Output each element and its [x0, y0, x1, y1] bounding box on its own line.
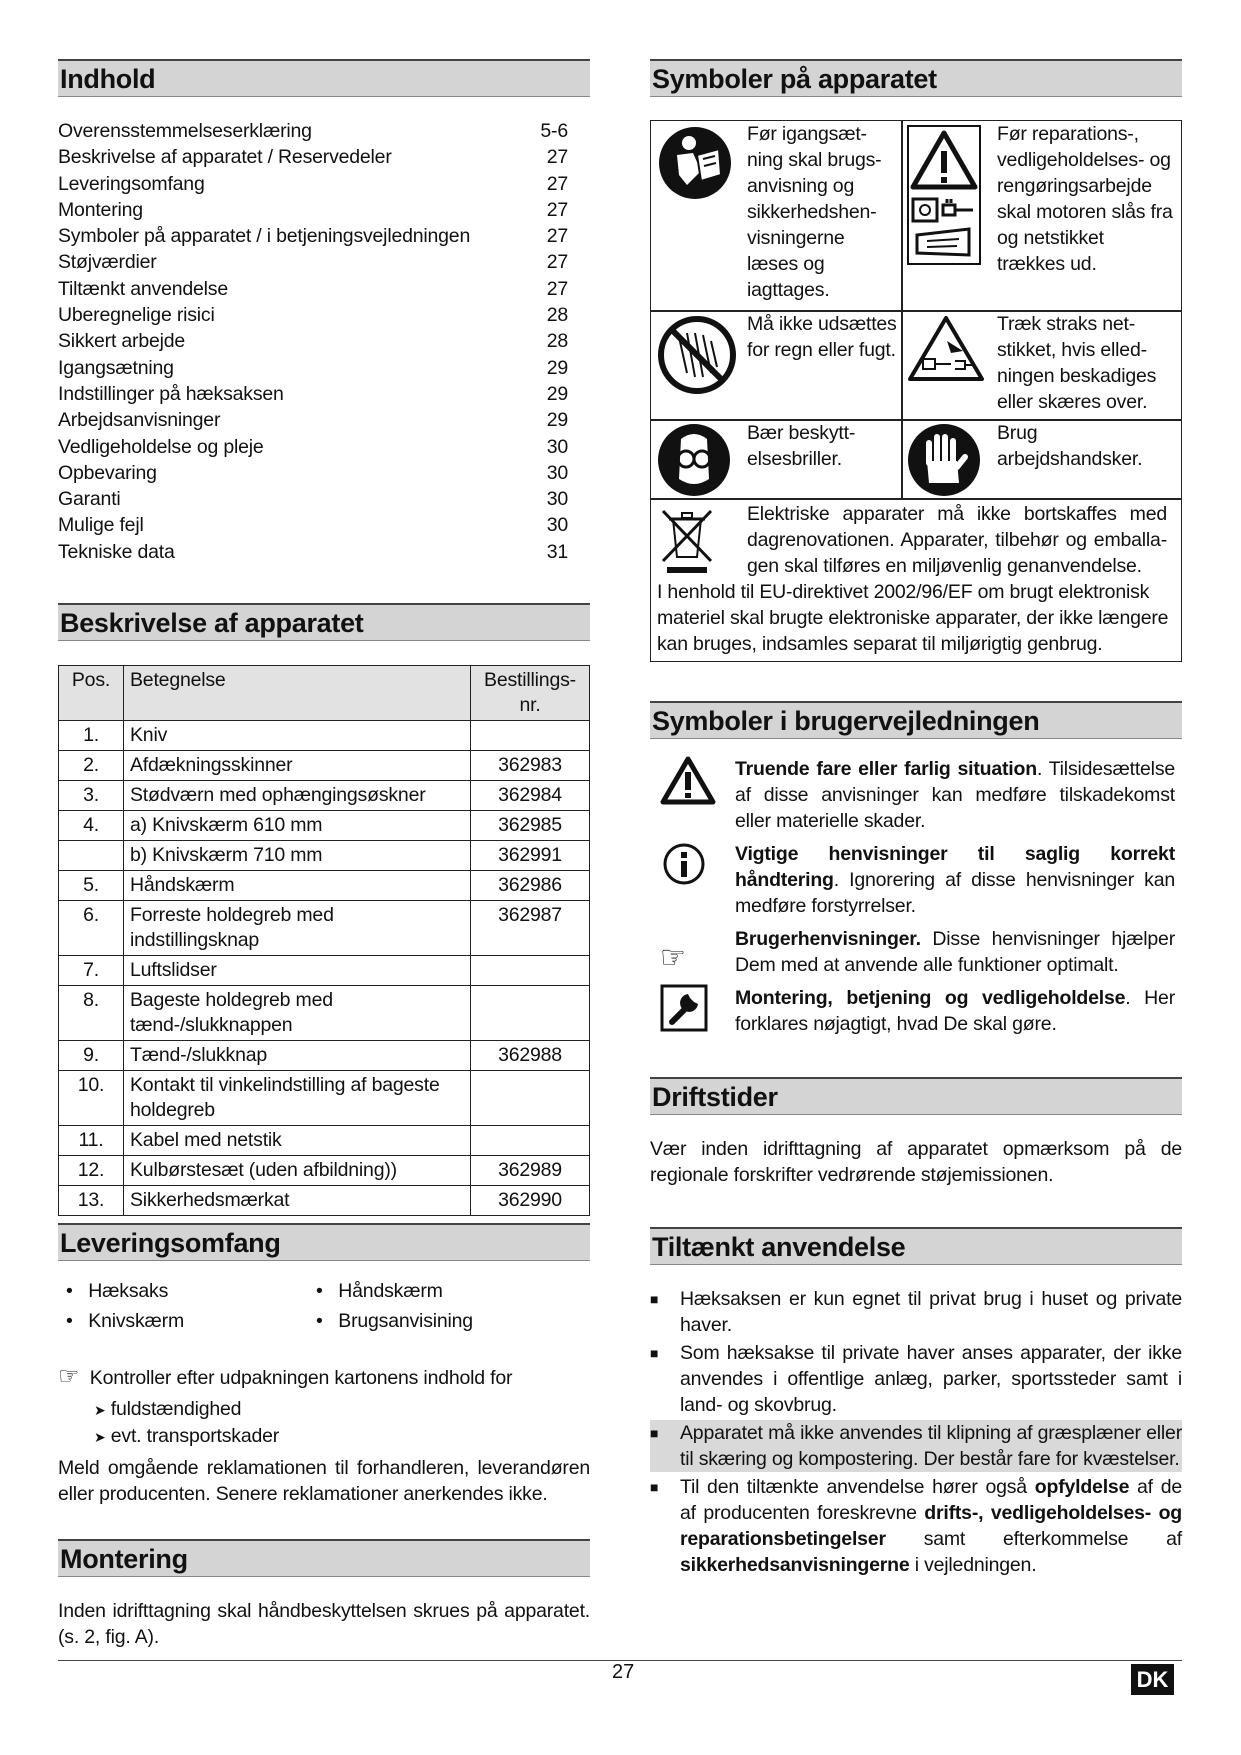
toc-entry-label: Uberegnelige risici — [58, 304, 215, 327]
cable-damage-icon — [907, 315, 985, 383]
toc-entry-label: Mulige fejl — [58, 514, 144, 537]
table-row — [59, 1126, 590, 1156]
toc-entry — [58, 171, 568, 197]
pointing-hand-icon: ☞ — [660, 939, 686, 975]
table-row — [59, 1041, 590, 1071]
delivery-note: Meld omgående reklamationen til forhandleren, leverandøren eller producenten. Senere reklamationer anerkendes ikke. — [58, 1457, 590, 1505]
table-row — [59, 781, 590, 811]
cell-name: Kniv — [124, 721, 471, 751]
list-item: ■ Som hæksakse til private haver anses apparater, der ikke anvendes i offentlige anlæg, parker, sportssteder samt i land- og skovbrug. — [650, 1342, 1182, 1416]
table-row — [59, 751, 590, 781]
cell-name: Luftslidser — [124, 956, 471, 986]
list-item: ■ Apparatet må ikke anvendes til klipning af græsplæner eller til skæring og kompostering. Der består fare for kvæstelser. — [650, 1422, 1182, 1470]
delivery-check: ☞ Kontroller efter udpakningen kartonens indhold for — [58, 1363, 513, 1390]
cell-pos: 6. — [59, 901, 124, 956]
table-row — [59, 901, 590, 956]
table-row — [59, 986, 590, 1041]
toc-entry-label: Igangsætning — [58, 356, 174, 379]
table-of-contents — [58, 118, 568, 565]
page-number: 27 — [612, 1661, 635, 1683]
toc-entry-label: Garanti — [58, 488, 121, 511]
toc-entry — [58, 407, 568, 433]
toc-entry — [58, 512, 568, 538]
toc-entry — [58, 302, 568, 328]
cell-pos: 5. — [59, 871, 124, 901]
toc-entry — [58, 118, 568, 144]
toc-entry-label: Arbejdsanvisninger — [58, 409, 221, 432]
toc-entry-label: Symboler på apparatet / i betjeningsvejledningen — [58, 225, 471, 248]
toc-entry-label: Overensstemmelseserklæring — [58, 120, 312, 142]
mounting-text: Inden idrifttagning skal håndbeskyttelsen skrues på apparatet. (s. 2, fig. A). — [58, 1600, 590, 1648]
mounting-heading: Montering — [58, 1539, 590, 1577]
toc-entry-page: 30 — [546, 514, 568, 537]
toc-entry-label: Beskrivelse af apparatet / Reservedeler — [58, 146, 392, 169]
list-item: • Knivskærm — [66, 1310, 184, 1332]
cell-pos: 7. — [59, 956, 124, 986]
symbol-text-unplug: Før reparations-, vedligeholdelses- og rengøringsarbejde skal motoren slås fra og netstikket trækkes ud. — [997, 123, 1173, 275]
toc-entry-page: 27 — [546, 277, 568, 300]
toc-entry-page: 27 — [546, 251, 568, 274]
toc-entry-label: Støjværdier — [58, 251, 157, 274]
symbol-text-gloves: Brug arbejdshandsker. — [997, 422, 1143, 470]
cell-pos: 8. — [59, 986, 124, 1041]
toc-entry-label: Tiltænkt anvendelse — [58, 277, 228, 300]
toc-entry — [58, 434, 568, 460]
symbol-text-cable-damage: Træk straks net-stikket, hvis elled-ningen beskadiges eller skæres over. — [997, 313, 1157, 413]
description-heading: Beskrivelse af apparatet — [58, 603, 590, 641]
cell-name: Tænd-/slukknap — [124, 1041, 471, 1071]
cell-nr: 362991 — [471, 841, 590, 871]
cell-nr: 362990 — [471, 1186, 590, 1216]
toc-entry-page: 27 — [546, 146, 568, 169]
toc-entry-page: 30 — [546, 461, 568, 484]
toc-entry — [58, 197, 568, 223]
cell-name: a) Knivskærm 610 mm — [124, 811, 471, 841]
gloves-icon — [907, 423, 981, 497]
cell-nr: 362983 — [471, 751, 590, 781]
toc-entry-page: 31 — [546, 540, 568, 563]
cell-name: Afdækningsskinner — [124, 751, 471, 781]
toc-entry-label: Sikkert arbejde — [58, 330, 186, 353]
cell-name: Stødværn med ophængingsøskner — [124, 781, 471, 811]
operating-times-heading: Driftstider — [650, 1077, 1182, 1115]
cell-pos: 9. — [59, 1041, 124, 1071]
manual-symbol-text: Truende fare eller farlig situation. Tilsidesættelse af disse anvisninger kan medføre tilskadekomst eller materielle skader. — [735, 758, 1176, 832]
cell-pos: 4. — [59, 811, 124, 841]
manual-symbol-text: Vigtige henvisninger til saglig korrekt håndtering. Ignorering af disse henvisninger kan medføre forstyrrelser. — [735, 843, 1175, 917]
safety-glasses-icon — [657, 423, 731, 497]
table-row — [59, 841, 590, 871]
toc-entry-page: 29 — [546, 356, 568, 379]
cell-name: b) Knivskærm 710 mm — [124, 841, 471, 871]
toc-entry — [58, 144, 568, 170]
col-header-name: Betegnelse — [124, 666, 471, 721]
toc-entry — [58, 539, 568, 565]
col-header-nr: Bestillings-nr. — [471, 666, 590, 721]
intended-use-list — [650, 1286, 1182, 1578]
toc-entry-page: 30 — [546, 488, 568, 511]
cell-pos: 1. — [59, 721, 124, 751]
cell-nr — [471, 1071, 590, 1126]
cell-name: Bageste holdegreb med tænd-/slukknappen — [124, 986, 471, 1041]
toc-entry-label: Montering — [58, 198, 143, 221]
toc-entry — [58, 460, 568, 486]
cell-nr: 362988 — [471, 1041, 590, 1071]
toc-entry-page: 28 — [546, 330, 568, 353]
toc-entry-page: 29 — [546, 382, 568, 405]
cell-pos: 11. — [59, 1126, 124, 1156]
cell-nr: 362987 — [471, 901, 590, 956]
toc-entry — [58, 249, 568, 275]
list-item: ➤ evt. transportskader — [94, 1425, 280, 1447]
list-item: • Hæksaks — [66, 1280, 169, 1302]
wrench-icon — [660, 984, 708, 1032]
list-item: ■ Til den tiltænkte anvendelse hører også opfyldelse af de af producenten foreskrevne drifts-, vedligeholdelses- og reparationsbetingelser samt efterkommelse af sikkerhedsanvisningerne i vejledningen. — [650, 1476, 1183, 1576]
toc-entry — [58, 328, 568, 354]
no-rain-icon — [657, 315, 737, 395]
cell-name: Kulbørstesæt (uden afbildning)) — [124, 1156, 471, 1186]
toc-entry — [58, 276, 568, 302]
toc-entry-page: 27 — [546, 172, 568, 195]
read-manual-icon — [657, 125, 733, 201]
toc-entry-page: 29 — [546, 409, 568, 432]
country-badge: DK — [1131, 1664, 1174, 1695]
operating-times-text: Vær inden idrifttagning af apparatet opmærksom på de regionale forskrifter vedrørende støjemissionen. — [650, 1138, 1182, 1186]
toc-entry-page: 27 — [546, 198, 568, 221]
cell-name: Forreste holdegreb med indstillingsknap — [124, 901, 471, 956]
list-item: • Håndskærm — [316, 1280, 443, 1302]
danger-warning-icon — [660, 756, 716, 806]
cell-nr: 362984 — [471, 781, 590, 811]
toc-entry-label: Leveringsomfang — [58, 172, 205, 195]
info-icon — [662, 842, 706, 886]
pointing-hand-icon: ☞ — [58, 1363, 80, 1390]
list-item: ■ Hæksaksen er kun egnet til privat brug i huset og private haver. — [650, 1288, 1182, 1336]
toc-entry-page: 5-6 — [540, 120, 568, 142]
list-item: • Brugsanvisining — [316, 1310, 473, 1332]
table-row — [59, 811, 590, 841]
toc-entry — [58, 355, 568, 381]
toc-entry-page: 28 — [546, 304, 568, 327]
table-row — [59, 1071, 590, 1126]
cell-pos: 10. — [59, 1071, 124, 1126]
toc-entry-label: Vedligeholdelse og pleje — [58, 435, 264, 458]
toc-entry-label: Indstillinger på hæksaksen — [58, 382, 284, 405]
cell-name: Håndskærm — [124, 871, 471, 901]
toc-entry-label: Opbevaring — [58, 461, 157, 484]
cell-pos: 2. — [59, 751, 124, 781]
weee-text: Elektriske apparater må ikke bortskaffes med dagrenovationen. Apparater, tilbehør og emballa-gen skal tilføres en miljøvenlig genanvendelse. — [747, 503, 1167, 577]
table-row — [59, 871, 590, 901]
symbols-table — [650, 120, 1182, 662]
symbol-text-glasses: Bær beskytt-elsesbriller. — [747, 422, 856, 470]
cell-nr — [471, 956, 590, 986]
toc-entry — [58, 381, 568, 407]
cell-name: Kontakt til vinkelindstilling af bageste holdegreb — [124, 1071, 471, 1126]
cell-nr — [471, 721, 590, 751]
warning-unplug-icon — [907, 125, 981, 265]
toc-entry — [58, 486, 568, 512]
manual-symbol-text: Brugerhenvisninger. Disse henvisninger hjælper Dem med at anvende alle funktioner optimalt. — [735, 928, 1175, 976]
table-row — [59, 1186, 590, 1216]
toc-entry-label: Tekniske data — [58, 540, 175, 563]
parts-table — [58, 665, 590, 1216]
cell-nr: 362985 — [471, 811, 590, 841]
toc-heading: Indhold — [58, 59, 590, 97]
cell-pos: 13. — [59, 1186, 124, 1216]
cell-pos: 3. — [59, 781, 124, 811]
delivery-heading: Leveringsomfang — [58, 1223, 590, 1261]
cell-pos: 12. — [59, 1156, 124, 1186]
table-row — [59, 1156, 590, 1186]
cell-nr — [471, 1126, 590, 1156]
toc-entry-page: 27 — [546, 225, 568, 248]
list-item: ➤ fuldstændighed — [94, 1398, 242, 1420]
weee-directive: I henhold til EU-direktivet 2002/96/EF om brugt elektronisk materiel skal brugte elektroniske apparater, der ikke længere kan bruges, indsamles separat til miljørigtig genbrug. — [657, 581, 1169, 655]
manual-symbol-text: Montering, betjening og vedligeholdelse. Her forklares nøjagtigt, hvad De skal gøre. — [735, 987, 1175, 1035]
symbol-text-read-manual: Før igangsæt-ning skal brugs-anvisning og sikkerhedshen-visningerne læses og iagttages. — [747, 123, 882, 301]
cell-name: Sikkerhedsmærkat — [124, 1186, 471, 1216]
cell-nr: 362989 — [471, 1156, 590, 1186]
table-row — [59, 956, 590, 986]
symbol-text-no-rain: Må ikke udsættes for regn eller fugt. — [747, 313, 897, 361]
symbols-device-heading: Symboler på apparatet — [650, 59, 1182, 97]
intended-use-heading: Tiltænkt anvendelse — [650, 1227, 1182, 1265]
cell-nr: 362986 — [471, 871, 590, 901]
cell-name: Kabel med netstik — [124, 1126, 471, 1156]
cell-nr — [471, 986, 590, 1041]
col-header-pos: Pos. — [59, 666, 124, 721]
toc-entry — [58, 223, 568, 249]
toc-entry-page: 30 — [546, 435, 568, 458]
cell-pos — [59, 841, 124, 871]
symbols-manual-heading: Symboler i brugervejledningen — [650, 701, 1182, 739]
weee-bin-icon — [657, 505, 717, 575]
table-row — [59, 721, 590, 751]
